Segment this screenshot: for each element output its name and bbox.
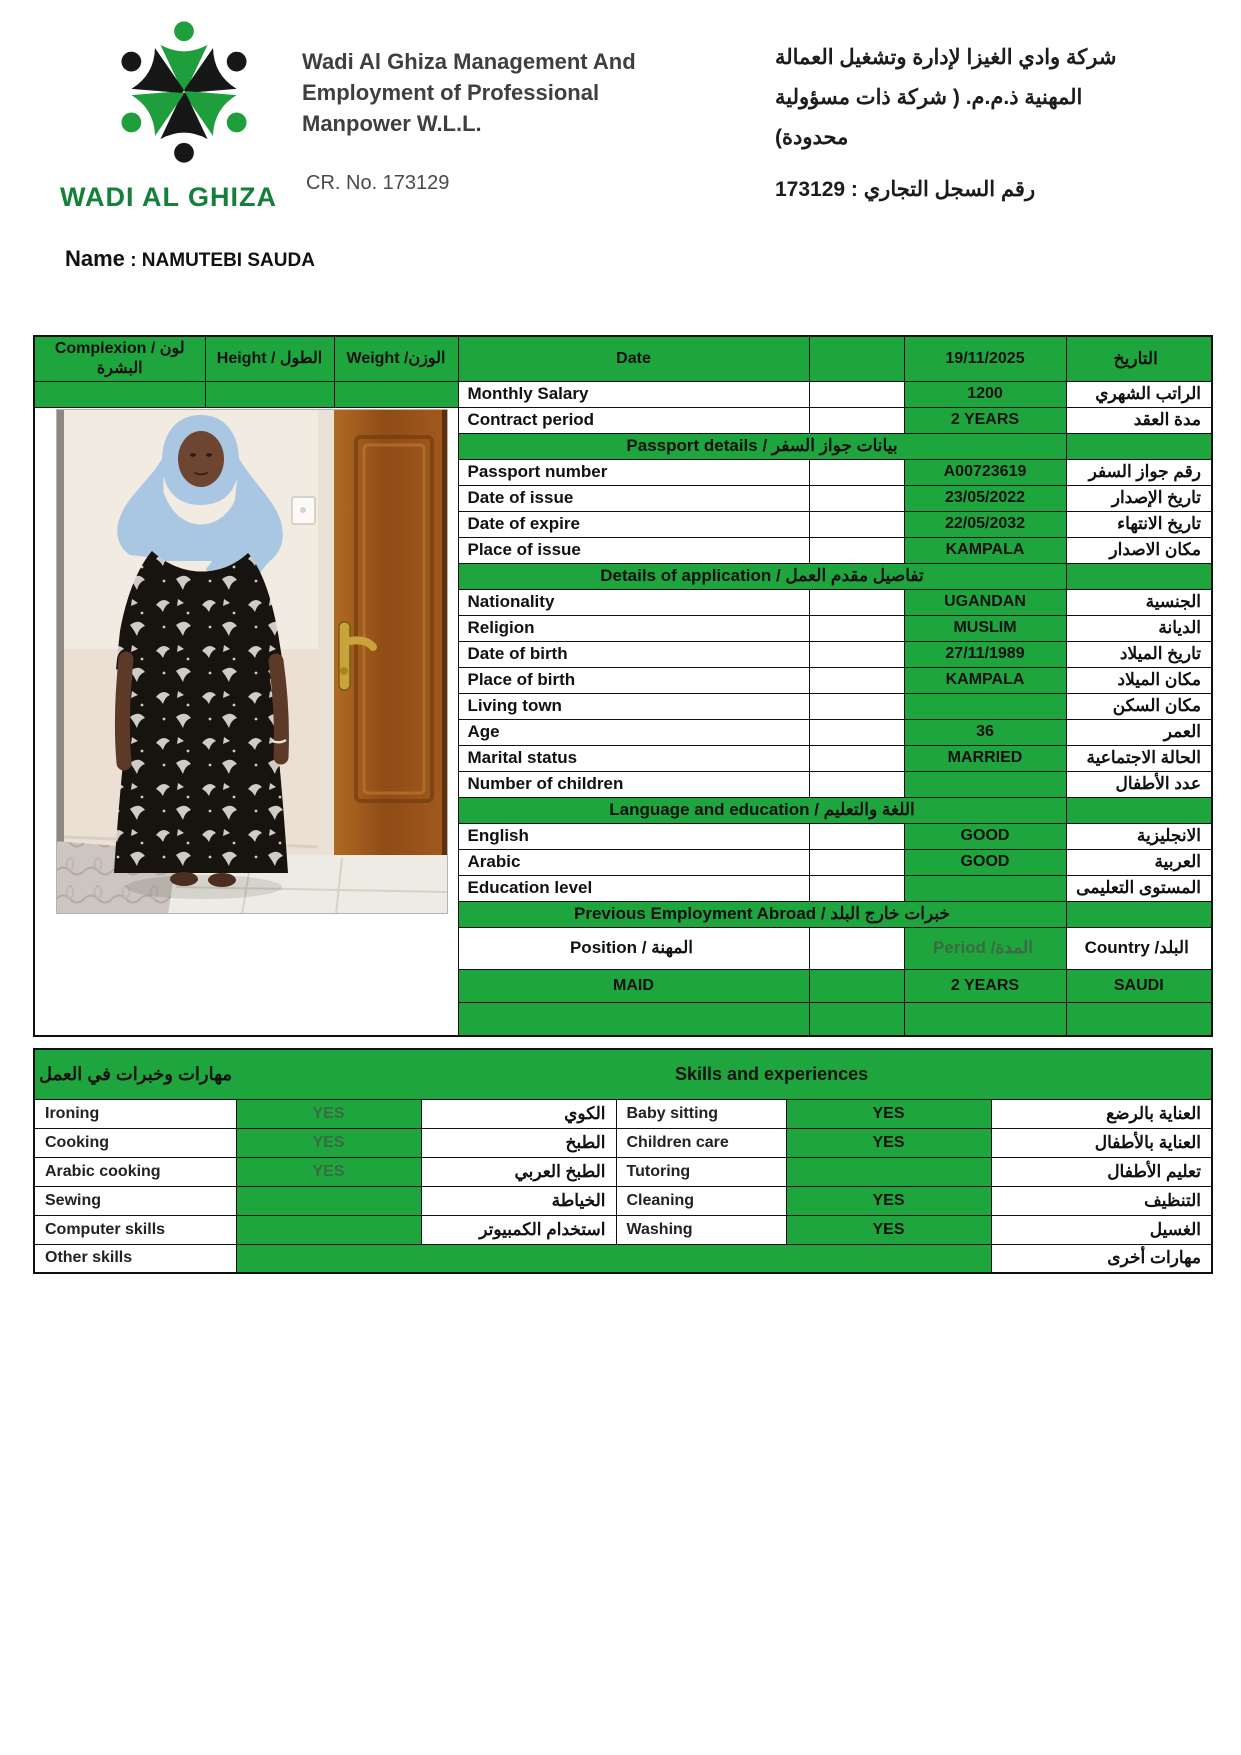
skill-label: Sewing — [34, 1186, 236, 1215]
skill-value — [786, 1157, 991, 1186]
applicant-name-line — [65, 246, 315, 272]
section-header: Passport details / بيانات جواز السفر — [458, 433, 1066, 459]
skill-label-arabic: العناية بالأطفال — [991, 1128, 1212, 1157]
period-column-header: Period /المدة — [904, 927, 1066, 969]
employment-period: 2 YEARS — [904, 969, 1066, 1002]
complexion-value — [34, 381, 205, 407]
spacer-cell — [809, 485, 904, 511]
section-header-arabic-cell — [1066, 797, 1212, 823]
spacer-cell — [809, 927, 904, 969]
field-label-arabic: رقم جواز السفر — [1066, 459, 1212, 485]
skill-label: Arabic cooking — [34, 1157, 236, 1186]
spacer-cell — [809, 693, 904, 719]
spacer-cell — [809, 615, 904, 641]
section-header-arabic-cell — [1066, 563, 1212, 589]
height-header: Height / الطول — [205, 336, 334, 381]
field-label-arabic: تاريخ الميلاد — [1066, 641, 1212, 667]
field-label: Age — [458, 719, 809, 745]
company-name-line: Wadi Al Ghiza Management And — [302, 49, 636, 74]
spacer-cell — [809, 537, 904, 563]
spacer-cell — [809, 511, 904, 537]
weight-value — [334, 381, 458, 407]
spacer-cell — [809, 719, 904, 745]
field-label-arabic: تاريخ الانتهاء — [1066, 511, 1212, 537]
spacer-cell — [809, 381, 904, 407]
skill-label-arabic: الخياطة — [421, 1186, 616, 1215]
section-header: Language and education / اللغة والتعليم — [458, 797, 1066, 823]
field-value: 1200 — [904, 381, 1066, 407]
company-name-ar-line: شركة وادي الغيزا لإدارة وتشغيل العمالة — [775, 46, 1117, 69]
field-label: Passport number — [458, 459, 809, 485]
skill-label-arabic: الكوي — [421, 1099, 616, 1128]
date-value: 19/11/2025 — [904, 336, 1066, 381]
skill-value: YES — [236, 1157, 421, 1186]
spacer-cell — [809, 771, 904, 797]
weight-header: Weight /الوزن — [334, 336, 458, 381]
company-logo-icon — [108, 12, 260, 172]
field-label: Education level — [458, 875, 809, 901]
skills-table — [33, 1048, 1213, 1274]
other-skills-value — [236, 1244, 991, 1273]
name-value: : NAMUTEBI SAUDA — [124, 250, 315, 271]
field-value: GOOD — [904, 849, 1066, 875]
country-column-header: Country /البلد — [1066, 927, 1212, 969]
skills-title-english: Skills and experiences — [675, 1063, 869, 1084]
field-value: KAMPALA — [904, 667, 1066, 693]
skill-value: YES — [786, 1099, 991, 1128]
field-value: 27/11/1989 — [904, 641, 1066, 667]
employment-period — [904, 1002, 1066, 1036]
field-label: Nationality — [458, 589, 809, 615]
field-value: A00723619 — [904, 459, 1066, 485]
field-value: 22/05/2032 — [904, 511, 1066, 537]
spacer-cell — [809, 745, 904, 771]
field-label: Contract period — [458, 407, 809, 433]
field-label: Monthly Salary — [458, 381, 809, 407]
field-label: Religion — [458, 615, 809, 641]
other-skills-label: Other skills — [34, 1244, 236, 1273]
skill-label-arabic: الغسيل — [991, 1215, 1212, 1244]
other-skills-label-arabic: مهارات أخرى — [991, 1244, 1212, 1273]
section-header: Previous Employment Abroad / خبرات خارج البلد — [458, 901, 1066, 927]
height-value — [205, 381, 334, 407]
field-label: Marital status — [458, 745, 809, 771]
spacer-cell — [809, 336, 904, 381]
field-label-arabic: العمر — [1066, 719, 1212, 745]
date-label: Date — [458, 336, 809, 381]
field-value — [904, 875, 1066, 901]
spacer-cell — [809, 641, 904, 667]
spacer-cell — [809, 849, 904, 875]
skill-label: Cleaning — [616, 1186, 786, 1215]
field-value: 36 — [904, 719, 1066, 745]
name-label: Name — [65, 246, 125, 271]
skill-label-arabic: الطبخ — [421, 1128, 616, 1157]
section-header-arabic-cell — [1066, 901, 1212, 927]
skill-label: Cooking — [34, 1128, 236, 1157]
field-label: Arabic — [458, 849, 809, 875]
skill-value — [236, 1186, 421, 1215]
section-header: Details of application / تفاصيل مقدم العمل — [458, 563, 1066, 589]
field-label: English — [458, 823, 809, 849]
company-name-ar-line: محدودة) — [775, 126, 849, 149]
bio-data-table — [33, 335, 1213, 1037]
field-label: Date of expire — [458, 511, 809, 537]
skill-label-arabic: التنظيف — [991, 1186, 1212, 1215]
complexion-header: Complexion / لون البشرة — [34, 336, 205, 381]
skill-value — [236, 1215, 421, 1244]
position-column-header: Position / المهنة — [458, 927, 809, 969]
skill-value: YES — [786, 1186, 991, 1215]
applicant-photo — [56, 409, 448, 914]
field-label: Place of issue — [458, 537, 809, 563]
employment-position — [458, 1002, 809, 1036]
field-value: 23/05/2022 — [904, 485, 1066, 511]
spacer-cell — [809, 1002, 904, 1036]
field-label-arabic: الانجليزية — [1066, 823, 1212, 849]
skill-label: Baby sitting — [616, 1099, 786, 1128]
field-label-arabic: تاريخ الإصدار — [1066, 485, 1212, 511]
employment-country: SAUDI — [1066, 969, 1212, 1002]
field-label-arabic: مكان الميلاد — [1066, 667, 1212, 693]
field-label-arabic: الراتب الشهري — [1066, 381, 1212, 407]
spacer-cell — [809, 823, 904, 849]
employment-position: MAID — [458, 969, 809, 1002]
field-label-arabic: مدة العقد — [1066, 407, 1212, 433]
company-name-english — [302, 46, 682, 139]
skills-title-arabic: مهارات وخبرات في العمل — [39, 1063, 233, 1084]
field-label-arabic: الديانة — [1066, 615, 1212, 641]
spacer-cell — [809, 407, 904, 433]
spacer-cell — [809, 589, 904, 615]
company-name-arabic — [775, 38, 1205, 210]
field-label-arabic: الحالة الاجتماعية — [1066, 745, 1212, 771]
skill-label-arabic: الطبخ العربي — [421, 1157, 616, 1186]
date-label-arabic: التاريخ — [1066, 336, 1212, 381]
field-value — [904, 693, 1066, 719]
skill-value: YES — [786, 1128, 991, 1157]
skill-label: Computer skills — [34, 1215, 236, 1244]
field-label-arabic: الجنسية — [1066, 589, 1212, 615]
skill-label-arabic: العناية بالرضع — [991, 1099, 1212, 1128]
field-label-arabic: المستوى التعليمى — [1066, 875, 1212, 901]
spacer-cell — [809, 667, 904, 693]
company-name-line: Manpower W.L.L. — [302, 111, 482, 136]
field-value: MARRIED — [904, 745, 1066, 771]
employment-country — [1066, 1002, 1212, 1036]
cr-number-english: CR. No. 173129 — [306, 172, 450, 194]
skill-label: Children care — [616, 1128, 786, 1157]
photo-cell — [34, 407, 458, 1036]
company-name-ar-line: المهنية ذ.م.م. ( شركة ذات مسؤولية — [775, 86, 1083, 109]
skill-value: YES — [786, 1215, 991, 1244]
skill-label-arabic: استخدام الكمبيوتر — [421, 1215, 616, 1244]
field-value: KAMPALA — [904, 537, 1066, 563]
skill-label-arabic: تعليم الأطفال — [991, 1157, 1212, 1186]
field-value: 2 YEARS — [904, 407, 1066, 433]
spacer-cell — [809, 459, 904, 485]
field-value: GOOD — [904, 823, 1066, 849]
logo-wordmark: WADI AL GHIZA — [60, 182, 277, 212]
field-label-arabic: مكان السكن — [1066, 693, 1212, 719]
section-header-arabic-cell — [1066, 433, 1212, 459]
skill-value: YES — [236, 1128, 421, 1157]
field-label: Date of issue — [458, 485, 809, 511]
spacer-cell — [809, 969, 904, 1002]
field-label: Date of birth — [458, 641, 809, 667]
field-value — [904, 771, 1066, 797]
field-label: Number of children — [458, 771, 809, 797]
skill-value: YES — [236, 1099, 421, 1128]
skill-label: Washing — [616, 1215, 786, 1244]
skills-header — [34, 1049, 1212, 1099]
field-label: Place of birth — [458, 667, 809, 693]
spacer-cell — [809, 875, 904, 901]
field-value: MUSLIM — [904, 615, 1066, 641]
field-label-arabic: العربية — [1066, 849, 1212, 875]
field-label: Living town — [458, 693, 809, 719]
field-label-arabic: عدد الأطفال — [1066, 771, 1212, 797]
skill-label: Tutoring — [616, 1157, 786, 1186]
company-name-line: Employment of Professional — [302, 80, 600, 105]
skill-label: Ironing — [34, 1099, 236, 1128]
field-value: UGANDAN — [904, 589, 1066, 615]
cr-number-arabic: رقم السجل التجاري : 173129 — [775, 178, 1036, 201]
field-label-arabic: مكان الاصدار — [1066, 537, 1212, 563]
